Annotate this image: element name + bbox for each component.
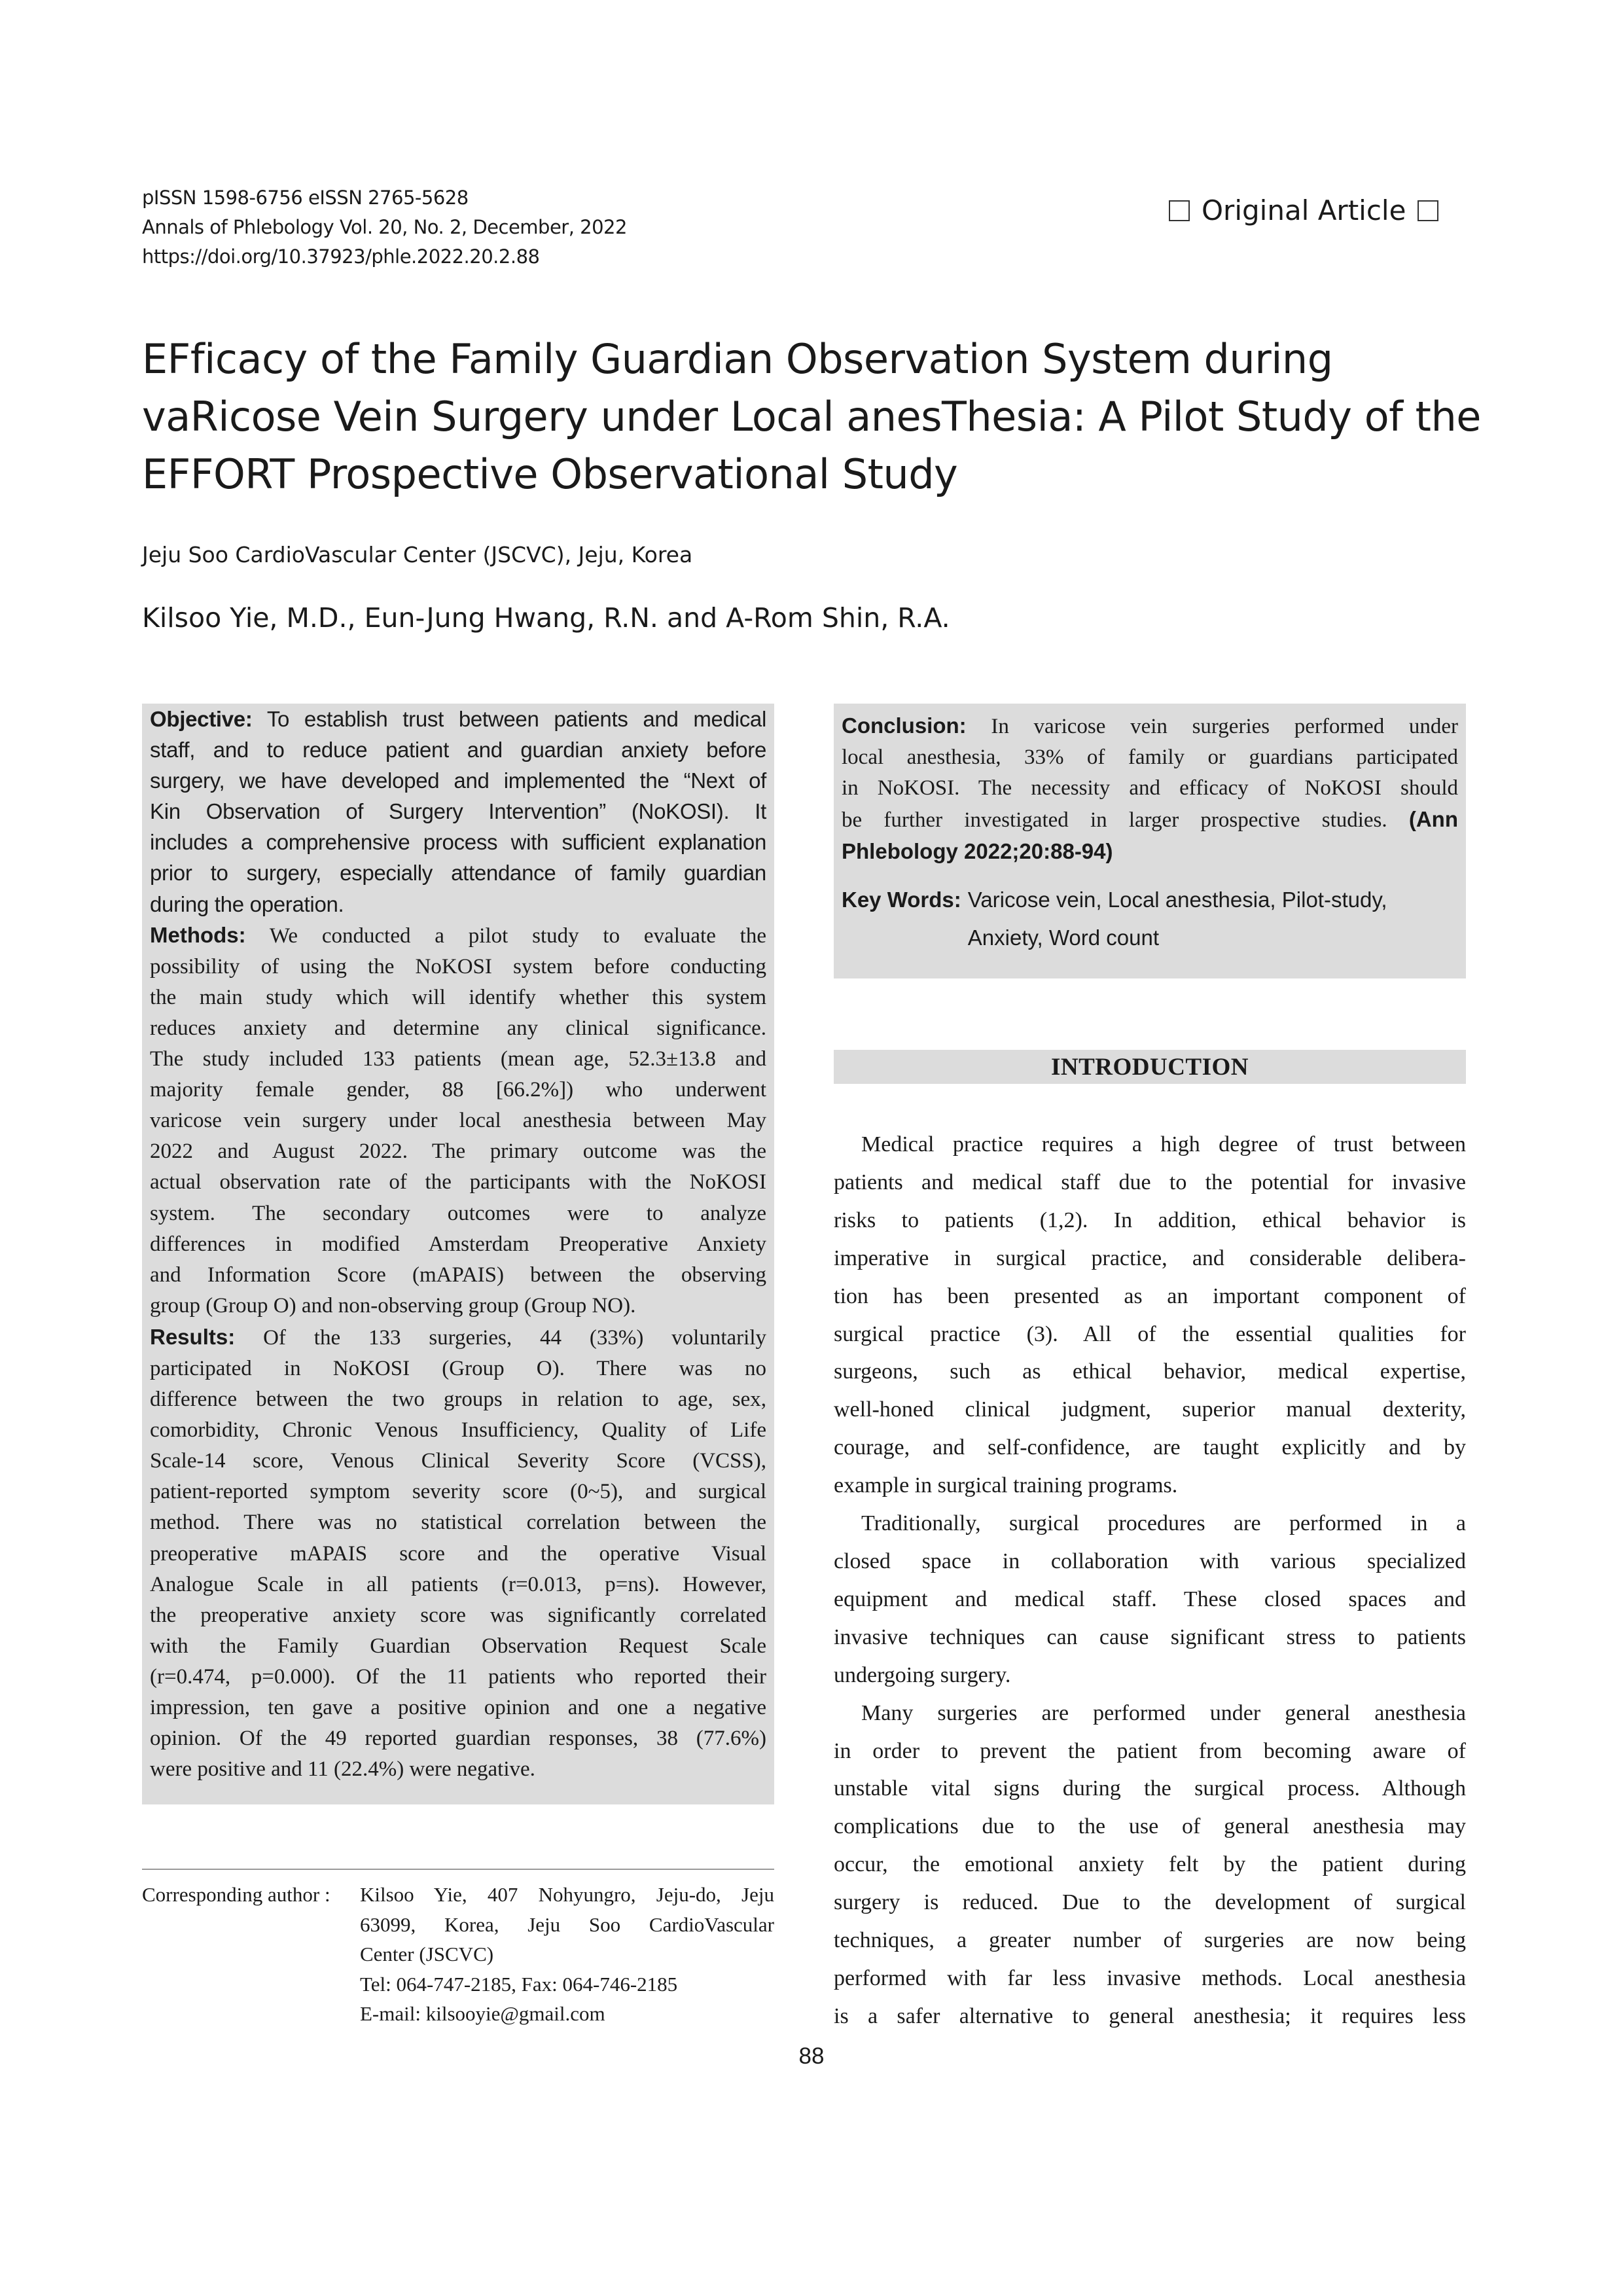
- text-line: prior to surgery, especially attendance of family guardian: [150, 861, 766, 886]
- text-line: in order to prevent the patient from becoming aware of: [834, 1738, 1466, 1763]
- text-line: preoperative mAPAIS score and the operative Visual: [150, 1541, 766, 1566]
- text-line: opinion. Of the 49 reported guardian responses, 38 (77.6%): [150, 1727, 766, 1751]
- text-line: Analogue Scale in all patients (r=0.013, p=ns). However,: [150, 1572, 766, 1596]
- text-line: local anesthesia, 33% of family or guardians participated: [842, 745, 1458, 770]
- text-line: the preoperative anxiety score was significantly correlated: [150, 1603, 766, 1627]
- box-icon: [1169, 200, 1190, 221]
- journal-header: [142, 183, 627, 272]
- text-line: Scale-14 score, Venous Clinical Severity Score (VCSS),: [150, 1449, 766, 1473]
- title-line: EFficacy of the Family Guardian Observation System during: [142, 335, 1333, 383]
- citation-text: Phlebology 2022;20:88-94): [842, 839, 1113, 864]
- text-line: differences in modified Amsterdam Preoperative Anxiety: [150, 1232, 766, 1256]
- text-line: be further investigated in larger prospective studies.: [842, 808, 1387, 833]
- text-line: invasive techniques can cause significant stress to patients: [834, 1624, 1466, 1649]
- text-line: (r=0.474, p=0.000). Of the 11 patients who reported their: [150, 1664, 766, 1689]
- text-line: with the Family Guardian Observation Request Scale: [150, 1634, 766, 1658]
- title-line: EFFORT Prospective Observational Study: [142, 450, 958, 498]
- text-line: were positive and 11 (22.4%) were negative.: [150, 1757, 535, 1782]
- doi-link[interactable]: https://doi.org/10.37923/phle.2022.20.2.88: [142, 245, 540, 268]
- title-line: vaRicose Vein Surgery under Local anesThesia: A Pilot Study of the: [142, 393, 1481, 440]
- text-line: surgery, we have developed and implemented the “Next of: [150, 768, 766, 793]
- methods-label: Methods:: [150, 922, 246, 947]
- address-line: 63099, Korea, Jeju Soo CardioVascular: [360, 1912, 774, 1936]
- objective-paragraph: [150, 704, 766, 920]
- introduction-body: [834, 1126, 1466, 2036]
- results-label: Results:: [150, 1324, 236, 1349]
- introduction-heading: INTRODUCTION: [834, 1050, 1466, 1084]
- text-line: Many surgeries are performed under general anesthesia: [861, 1700, 1466, 1725]
- text-line: in NoKOSI. The necessity and efficacy of NoKOSI should: [842, 776, 1458, 800]
- text-line: group (Group O) and non-observing group (Group NO).: [150, 1293, 636, 1318]
- corresponding-label: Corresponding author :: [142, 1883, 330, 1906]
- methods-paragraph: [150, 920, 766, 1321]
- text-line: surgical practice (3). All of the essential qualities for: [834, 1321, 1466, 1346]
- text-line: method. There was no statistical correlation between the: [150, 1511, 766, 1535]
- keywords-list: [961, 881, 1387, 957]
- text-line: comorbidity, Chronic Venous Insufficiency, Quality of Life: [150, 1418, 766, 1443]
- address-line: Center (JSCVC): [360, 1943, 494, 1965]
- keywords-label: Key Words:: [842, 888, 961, 912]
- text-line: In varicose vein surgeries performed under: [991, 715, 1459, 738]
- text-line: example in surgical training programs.: [834, 1473, 1178, 1498]
- text-line: performed with far less invasive methods. Local anesthesia: [834, 1965, 1466, 1990]
- text-line: The study included 133 patients (mean age, 52.3±13.8 and: [150, 1047, 766, 1071]
- abstract-right-box: [834, 704, 1466, 978]
- corresponding-details: [360, 1880, 774, 2029]
- text-line: Kin Observation of Surgery Intervention” (NoKOSI). It: [150, 799, 766, 824]
- text-line: 2022 and August 2022. The primary outcome was the: [150, 1139, 766, 1164]
- box-icon: [1418, 200, 1438, 221]
- text-line: We conducted a pilot study to evaluate the: [269, 924, 766, 948]
- authors: Kilsoo Yie, M.D., Eun-Jung Hwang, R.N. and A-Rom Shin, R.A.: [142, 602, 950, 634]
- text-line: reduces anxiety and determine any clinical significance.: [150, 1016, 766, 1040]
- text-line: complications due to the use of general anesthesia may: [834, 1814, 1466, 1839]
- page-number: 88: [798, 2043, 825, 2069]
- results-paragraph: [150, 1321, 766, 1785]
- text-line: unstable vital signs during the surgical process. Although: [834, 1776, 1466, 1801]
- corresponding-author: [142, 1880, 774, 2029]
- text-line: impression, ten gave a positive opinion and one a negative: [150, 1696, 766, 1719]
- text-line: undergoing surgery.: [834, 1662, 1011, 1687]
- article-type-label: [1169, 194, 1438, 226]
- article-type-text: Original Article: [1202, 194, 1406, 226]
- citation-text: (Ann: [1408, 807, 1458, 832]
- text-line: patients and medical staff due to the potential for invasive: [834, 1170, 1466, 1194]
- address-line: Kilsoo Yie, 407 Nohyungro, Jeju-do, Jeju: [360, 1883, 774, 1906]
- conclusion-paragraph: [842, 704, 1458, 867]
- text-line: possibility of using the NoKOSI system before conducting: [150, 954, 766, 978]
- text-line: To establish trust between patients and medical: [266, 707, 766, 731]
- objective-label: Objective:: [150, 707, 253, 731]
- keywords-row: [842, 881, 1458, 957]
- text-line: system. The secondary outcomes were to analyze: [150, 1201, 766, 1225]
- text-line: patient-reported symptom severity score (0~5), and surgical: [150, 1480, 766, 1504]
- text-line: is a safer alternative to general anesthesia; it requires less: [834, 2003, 1466, 2028]
- text-line: techniques, a greater number of surgeries are now being: [834, 1928, 1466, 1953]
- text-line: majority female gender, 88 [66.2%]) who underwent: [150, 1078, 766, 1102]
- text-line: and Information Score (mAPAIS) between the observing: [150, 1263, 766, 1287]
- text-line: Of the 133 surgeries, 44 (33%) voluntarily: [263, 1325, 766, 1350]
- text-line: surgery is reduced. Due to the development of surgical: [834, 1890, 1466, 1915]
- text-line: Traditionally, surgical procedures are performed in a: [861, 1511, 1466, 1536]
- text-line: Medical practice requires a high degree of trust between: [861, 1132, 1466, 1157]
- text-line: includes a comprehensive process with sufficient explanation: [150, 830, 766, 855]
- text-line: risks to patients (1,2). In addition, ethical behavior is: [834, 1208, 1466, 1232]
- text-line: actual observation rate of the participants with the NoKOSI: [150, 1170, 766, 1194]
- text-line: surgeons, such as ethical behavior, medical expertise,: [834, 1359, 1466, 1384]
- abstract-left-box: [142, 704, 774, 1804]
- text-line: the main study which will identify whether this system: [150, 985, 766, 1009]
- text-line: tion has been presented as an important component of: [834, 1283, 1466, 1308]
- affiliation: Jeju Soo CardioVascular Center (JSCVC), Jeju, Korea: [142, 542, 693, 567]
- text-line: courage, and self-confidence, are taught explicitly and by: [834, 1435, 1466, 1460]
- text-line: occur, the emotional anxiety felt by the patient during: [834, 1852, 1466, 1877]
- keywords-line: Varicose vein, Local anesthesia, Pilot-study,: [967, 888, 1387, 912]
- text-line: varicose vein surgery under local anesthesia between May: [150, 1109, 766, 1133]
- text-line: closed space in collaboration with various specialized: [834, 1549, 1466, 1573]
- conclusion-label: Conclusion:: [842, 713, 967, 738]
- text-line: staff, and to reduce patient and guardian anxiety before: [150, 738, 766, 762]
- issn-line: pISSN 1598-6756 eISSN 2765-5628: [142, 187, 469, 209]
- journal-line: Annals of Phlebology Vol. 20, No. 2, December, 2022: [142, 216, 627, 238]
- text-line: difference between the two groups in relation to age, sex,: [150, 1388, 766, 1412]
- keywords-line: Anxiety, Word count: [967, 925, 1160, 950]
- text-line: equipment and medical staff. These closed spaces and: [834, 1587, 1466, 1611]
- phone-line: Tel: 064-747-2185, Fax: 064-746-2185: [360, 1972, 678, 1996]
- email-link[interactable]: E-mail: kilsooyie@gmail.com: [360, 2002, 605, 2025]
- text-line: participated in NoKOSI (Group O). There was no: [150, 1356, 766, 1380]
- article-title: [142, 331, 1490, 503]
- text-line: during the operation.: [150, 891, 344, 916]
- footnote-divider: [142, 1869, 774, 1870]
- text-line: well-honed clinical judgment, superior manual dexterity,: [834, 1397, 1466, 1422]
- text-line: imperative in surgical practice, and considerable delibera-: [834, 1246, 1466, 1270]
